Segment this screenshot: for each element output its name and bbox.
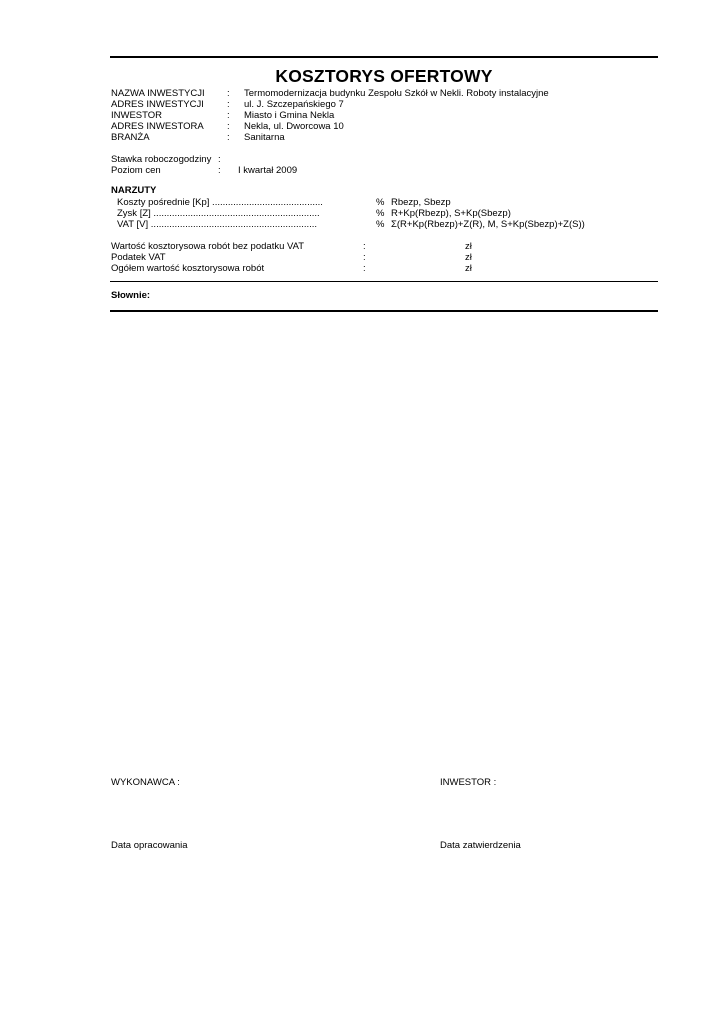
info-value-adres-inwestora: Nekla, ul. Dworcowa 10 <box>244 121 344 132</box>
total-colon: : <box>363 252 366 263</box>
total-currency-vat: zł <box>465 252 472 263</box>
narzut-unit-kp: % <box>376 197 385 208</box>
top-rule <box>110 56 658 58</box>
info-label-adres-inwestora: ADRES INWESTORA <box>111 121 204 132</box>
info-colon: : <box>227 99 230 110</box>
narzut-unit-vat: % <box>376 219 385 230</box>
data-opracowania-label: Data opracowania <box>111 840 188 851</box>
total-currency-netto: zł <box>465 241 472 252</box>
info-label-branza: BRANŻA <box>111 132 150 143</box>
narzut-formula-kp: Rbezp, Sbezp <box>391 197 451 208</box>
slownie-label: Słownie: <box>111 290 151 301</box>
info-value-branza: Sanitarna <box>244 132 285 143</box>
total-label-vat: Podatek VAT <box>111 252 166 263</box>
total-currency-ogolem: zł <box>465 263 472 274</box>
poziom-cen-value: I kwartał 2009 <box>238 165 298 176</box>
total-colon: : <box>363 263 366 274</box>
document-title: KOSZTORYS OFERTOWY <box>275 66 493 86</box>
narzut-formula-vat: Σ(R+Kp(Rbezp)+Z(R), M, S+Kp(Sbezp)+Z(S)) <box>391 219 585 230</box>
narzut-label-zysk: Zysk [Z] ............................................................... <box>117 208 320 219</box>
narzut-label-kp: Koszty pośrednie [Kp] .......................................... <box>117 197 323 208</box>
narzut-unit-zysk: % <box>376 208 385 219</box>
info-value-nazwa: Termomodernizacja budynku Zespołu Szkół w Nekli. Roboty instalacyjne <box>244 88 549 99</box>
poziom-cen-colon: : <box>218 165 221 176</box>
info-colon: : <box>227 132 230 143</box>
bottom-rule <box>110 310 658 312</box>
info-label-nazwa: NAZWA INWESTYCJI <box>111 88 205 99</box>
info-label-adres-inwestycji: ADRES INWESTYCJI <box>111 99 204 110</box>
info-colon: : <box>227 121 230 132</box>
wykonawca-label: WYKONAWCA : <box>111 777 180 788</box>
total-label-netto: Wartość kosztorysowa robót bez podatku VAT <box>111 241 305 252</box>
narzuty-heading: NARZUTY <box>111 185 157 196</box>
stawka-colon: : <box>218 154 221 165</box>
poziom-cen-label: Poziom cen <box>111 165 161 176</box>
divider-rule <box>110 281 658 282</box>
narzut-label-vat: VAT [V] ............................................................... <box>117 219 318 230</box>
info-colon: : <box>227 88 230 99</box>
info-value-inwestor: Miasto i Gmina Nekla <box>244 110 335 121</box>
info-value-adres-inwestycji: ul. J. Szczepańskiego 7 <box>244 99 344 110</box>
info-colon: : <box>227 110 230 121</box>
data-zatwierdzenia-label: Data zatwierdzenia <box>440 840 521 851</box>
inwestor-label: INWESTOR : <box>440 777 497 788</box>
info-label-inwestor: INWESTOR <box>111 110 163 121</box>
total-label-ogolem: Ogółem wartość kosztorysowa robót <box>111 263 265 274</box>
total-colon: : <box>363 241 366 252</box>
narzut-formula-zysk: R+Kp(Rbezp), S+Kp(Sbezp) <box>391 208 511 219</box>
stawka-label: Stawka roboczogodziny <box>111 154 212 165</box>
